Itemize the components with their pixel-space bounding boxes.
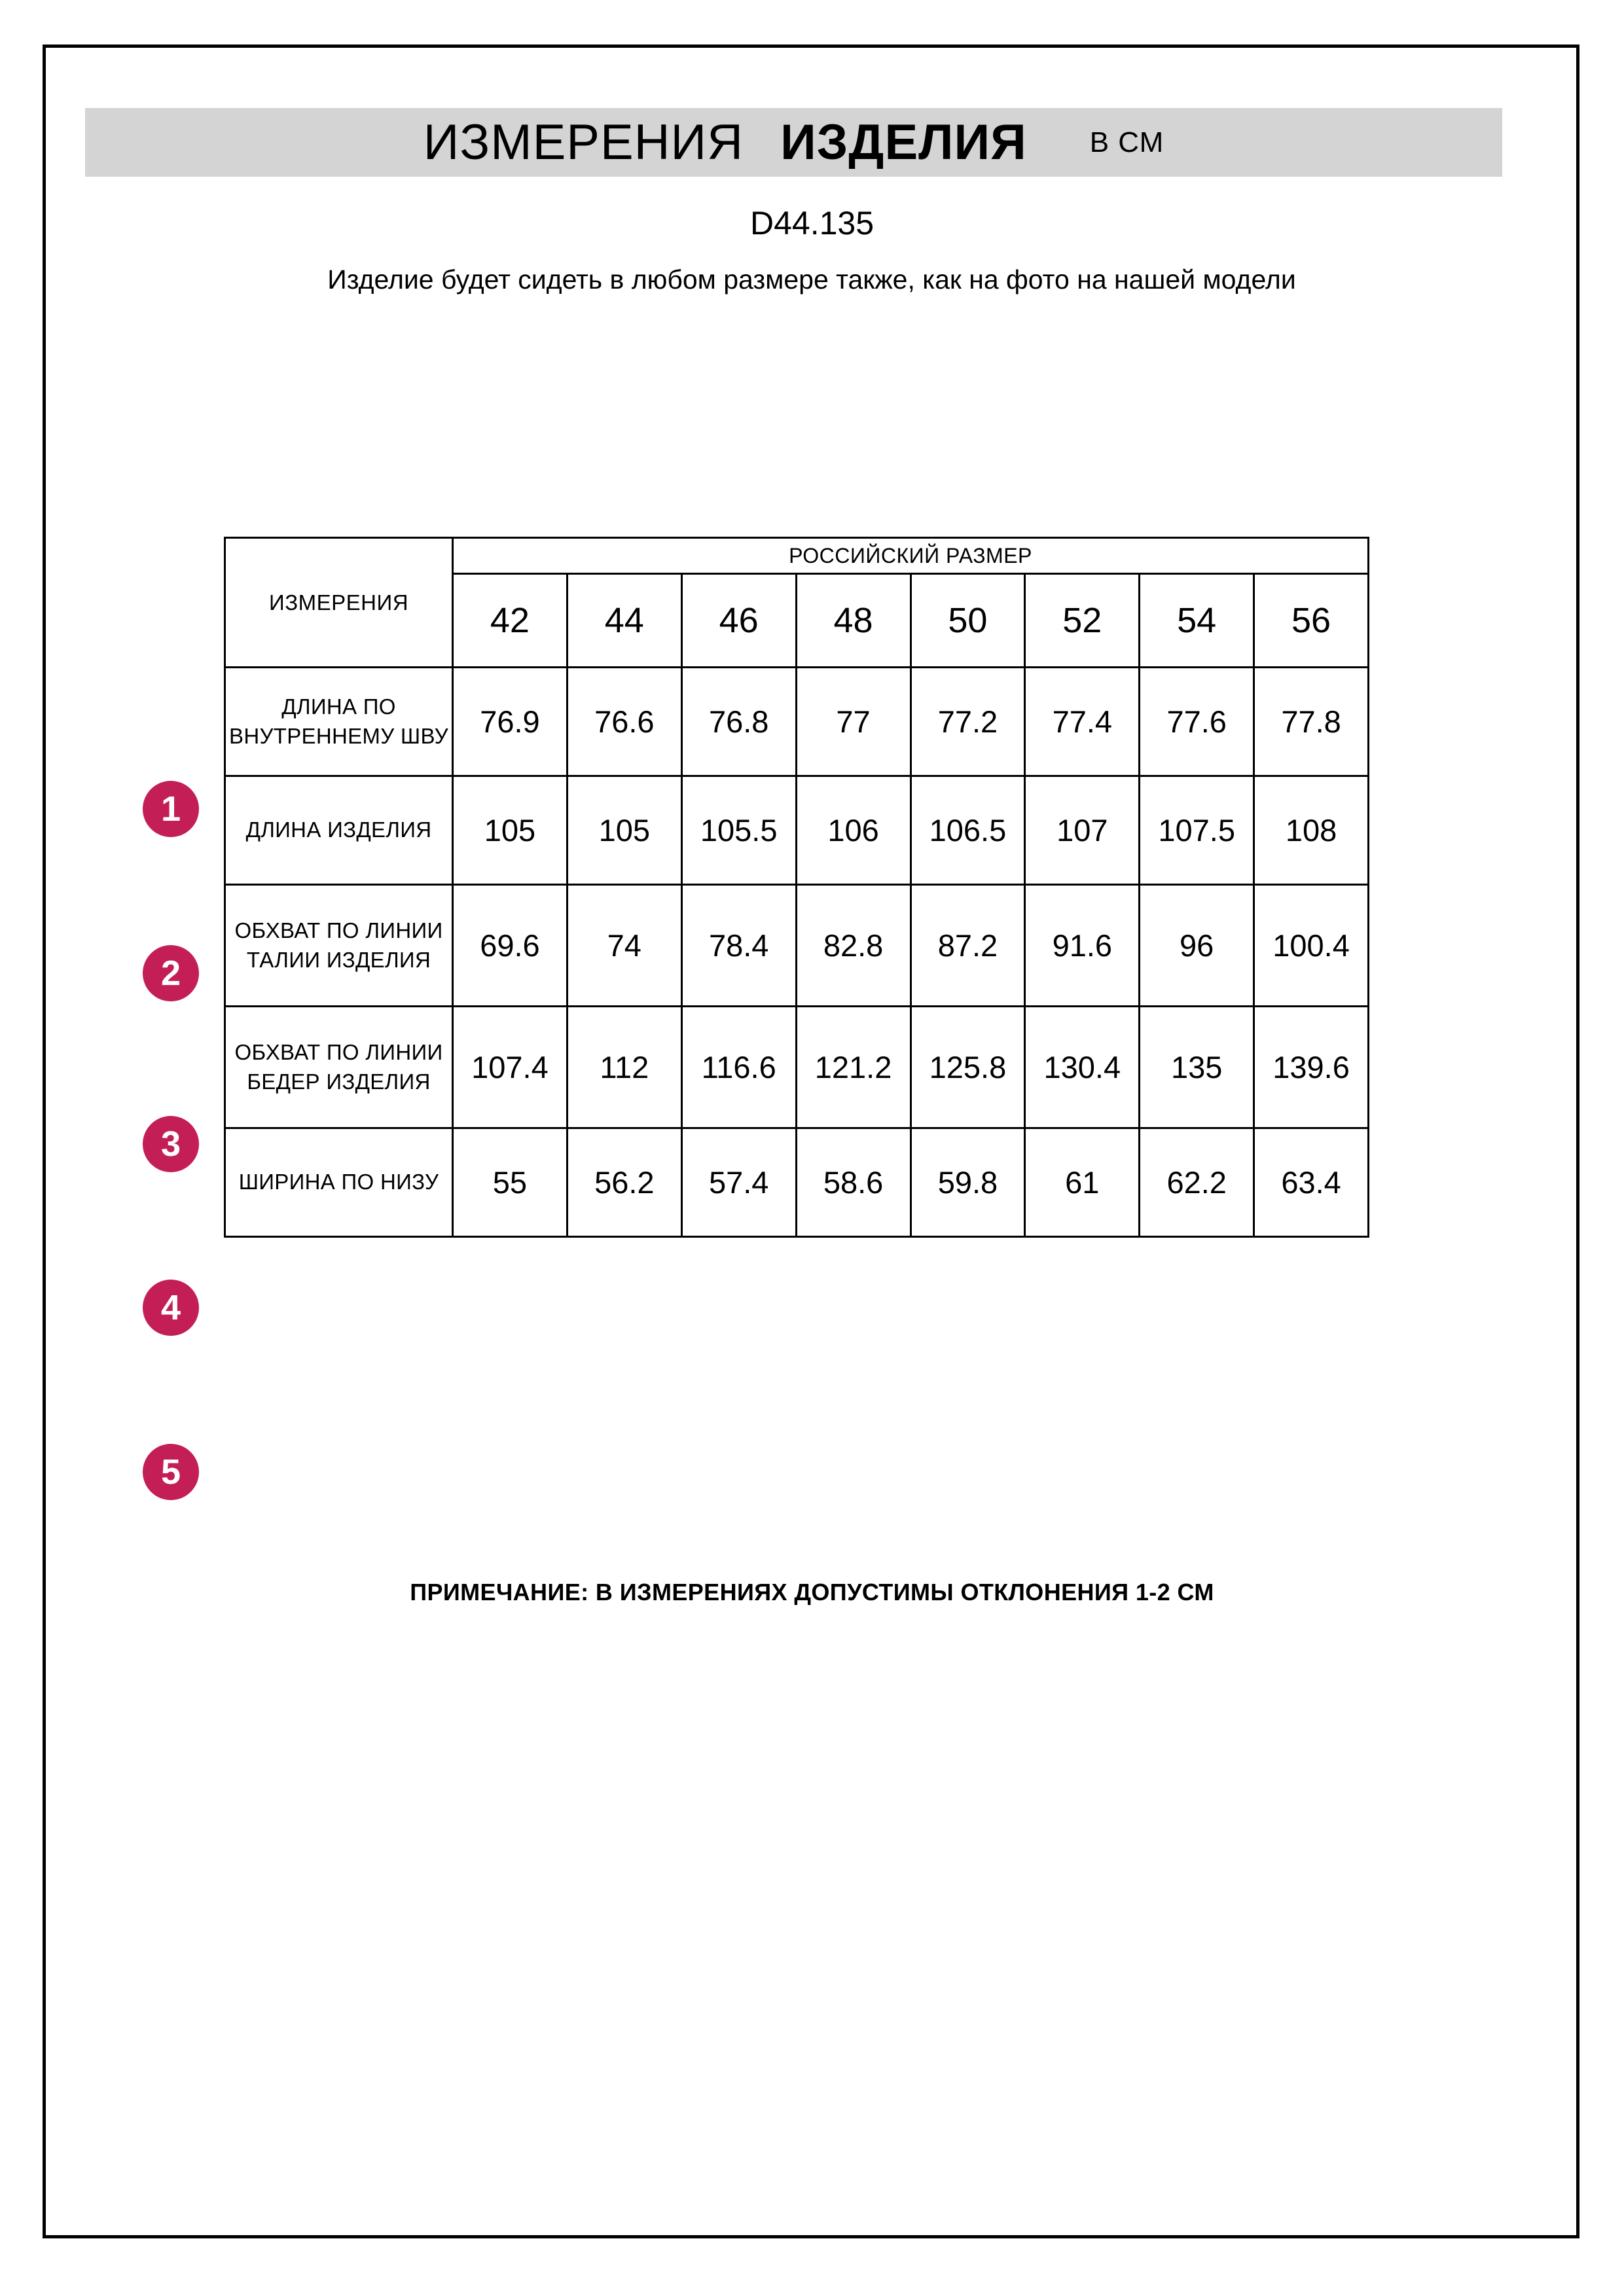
cell-waist-48: 82.8 (796, 885, 911, 1007)
cell-length-52: 107 (1025, 776, 1140, 885)
fit-subtitle: Изделие будет сидеть в любом размере также, как на фото на нашей модели (327, 264, 1296, 295)
cell-bottom-44: 56.2 (567, 1128, 681, 1237)
cell-inseam-48: 77 (796, 668, 911, 776)
size-header-42: 42 (453, 574, 568, 668)
cell-hip-54: 135 (1140, 1007, 1254, 1128)
size-header-48: 48 (796, 574, 911, 668)
cell-inseam-42: 76.9 (453, 668, 568, 776)
unit-label: В СМ (1089, 126, 1164, 158)
table-row (225, 776, 1369, 885)
page-title-product: ИЗДЕЛИЯ (780, 115, 1027, 170)
table-row (225, 1007, 1369, 1128)
size-header-54: 54 (1140, 574, 1254, 668)
cell-waist-52: 91.6 (1025, 885, 1140, 1007)
cell-waist-56: 100.4 (1254, 885, 1369, 1007)
cell-bottom-54: 62.2 (1140, 1128, 1254, 1237)
cell-bottom-42: 55 (453, 1128, 568, 1237)
cell-bottom-50: 59.8 (911, 1128, 1025, 1237)
cell-bottom-46: 57.4 (681, 1128, 796, 1237)
cell-bottom-56: 63.4 (1254, 1128, 1369, 1237)
header-band (85, 108, 1502, 177)
size-header-52: 52 (1025, 574, 1140, 668)
cell-inseam-56: 77.8 (1254, 668, 1369, 776)
cell-inseam-46: 76.8 (681, 668, 796, 776)
cell-length-44: 105 (567, 776, 681, 885)
cell-waist-50: 87.2 (911, 885, 1025, 1007)
russian-size-header-cell: РОССИЙСКИЙ РАЗМЕР (453, 538, 1369, 574)
cell-hip-56: 139.6 (1254, 1007, 1369, 1128)
row-label-product-length: ДЛИНА ИЗДЕЛИЯ (225, 776, 453, 885)
cell-inseam-44: 76.6 (567, 668, 681, 776)
row-badge-3: 3 (143, 1116, 199, 1172)
measurement-tolerance-note: ПРИМЕЧАНИЕ: В ИЗМЕРЕНИЯХ ДОПУСТИМЫ ОТКЛОНЕНИЯ 1-2 СМ (410, 1579, 1214, 1605)
cell-inseam-52: 77.4 (1025, 668, 1140, 776)
table-row (225, 1128, 1369, 1237)
cell-length-54: 107.5 (1140, 776, 1254, 885)
cell-bottom-48: 58.6 (796, 1128, 911, 1237)
size-chart-table (224, 537, 1369, 1238)
cell-hip-42: 107.4 (453, 1007, 568, 1128)
measurements-header-cell: ИЗМЕРЕНИЯ (225, 538, 453, 668)
size-header-44: 44 (567, 574, 681, 668)
cell-inseam-54: 77.6 (1140, 668, 1254, 776)
cell-length-56: 108 (1254, 776, 1369, 885)
product-code: D44.135 (749, 205, 875, 242)
cell-hip-44: 112 (567, 1007, 681, 1128)
row-label-hip-circumference: ОБХВАТ ПО ЛИНИИ БЕДЕР ИЗДЕЛИЯ (225, 1007, 453, 1128)
row-badge-5: 5 (143, 1444, 199, 1500)
page-title-measurements: ИЗМЕРЕНИЯ (423, 115, 744, 170)
row-label-bottom-width: ШИРИНА ПО НИЗУ (225, 1128, 453, 1237)
size-header-46: 46 (681, 574, 796, 668)
cell-hip-48: 121.2 (796, 1007, 911, 1128)
cell-waist-44: 74 (567, 885, 681, 1007)
cell-length-50: 106.5 (911, 776, 1025, 885)
table-row (225, 668, 1369, 776)
cell-hip-50: 125.8 (911, 1007, 1025, 1128)
row-badge-4: 4 (143, 1280, 199, 1336)
cell-waist-46: 78.4 (681, 885, 796, 1007)
row-badge-2: 2 (143, 945, 199, 1001)
table-row (225, 885, 1369, 1007)
cell-length-48: 106 (796, 776, 911, 885)
cell-waist-42: 69.6 (453, 885, 568, 1007)
table-header-group-row (225, 538, 1369, 574)
row-label-waist-circumference: ОБХВАТ ПО ЛИНИИ ТАЛИИ ИЗДЕЛИЯ (225, 885, 453, 1007)
cell-inseam-50: 77.2 (911, 668, 1025, 776)
cell-length-42: 105 (453, 776, 568, 885)
row-badge-1: 1 (143, 781, 199, 837)
cell-hip-46: 116.6 (681, 1007, 796, 1128)
size-chart-table-wrap (224, 537, 1367, 1238)
size-header-56: 56 (1254, 574, 1369, 668)
row-label-inseam-length: ДЛИНА ПО ВНУТРЕННЕМУ ШВУ (225, 668, 453, 776)
cell-bottom-52: 61 (1025, 1128, 1140, 1237)
size-header-50: 50 (911, 574, 1025, 668)
cell-waist-54: 96 (1140, 885, 1254, 1007)
cell-length-46: 105.5 (681, 776, 796, 885)
cell-hip-52: 130.4 (1025, 1007, 1140, 1128)
